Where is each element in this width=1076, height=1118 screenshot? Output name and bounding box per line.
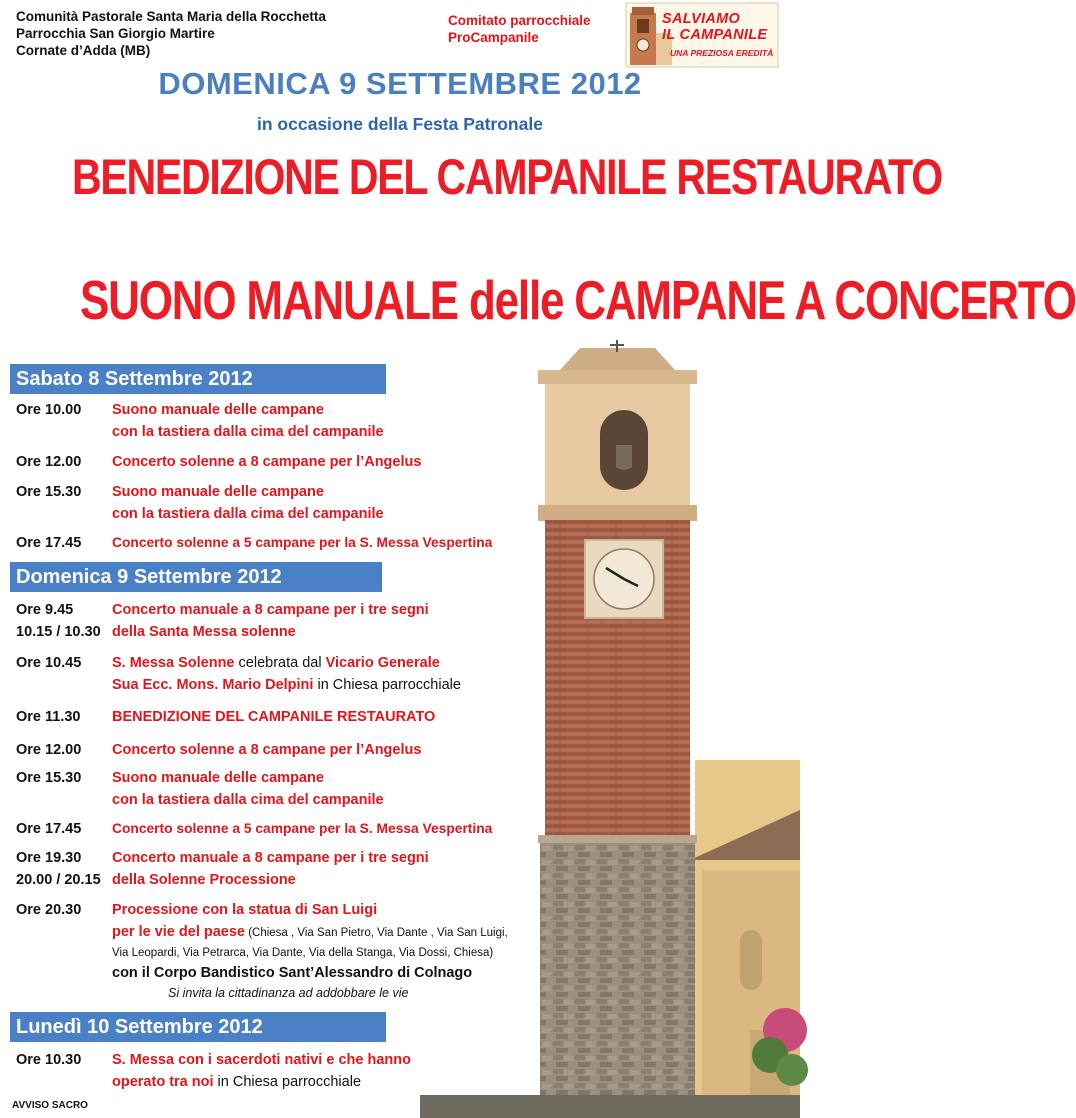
event-line: Suono manuale delle campane [112, 770, 324, 786]
committee-line-1: Comitato parrocchiale [448, 13, 591, 28]
headline-bells-concert: SUONO MANUALE delle CAMPANE A CONCERTO [80, 269, 1076, 331]
event-line: Concerto solenne a 8 campane per l’Angelus [112, 454, 422, 470]
committee-block [448, 12, 591, 46]
event-line: Processione con la statua di San Luigi [112, 902, 378, 918]
event-line [112, 921, 508, 944]
event-time [16, 599, 101, 643]
invite-note: Si invita la cittadinanza ad addobbare le vie [168, 986, 409, 1000]
event-line: Concerto solenne a 5 campane per la S. Messa Vespertina [112, 821, 493, 836]
day-header-saturday: Sabato 8 Settembre 2012 [10, 364, 386, 394]
logo-title-line-1: SALVIAMO [662, 11, 741, 27]
org-line-2: Parrocchia San Giorgio Martire [16, 26, 215, 41]
event-description [112, 899, 508, 984]
event-line: Suono manuale delle campane [112, 402, 324, 418]
event-line: con la tastiera dalla cima del campanile [112, 792, 384, 808]
event-line: Concerto manuale a 8 campane per i tre segni [112, 850, 429, 866]
event-line [112, 674, 461, 696]
event-description [112, 739, 421, 761]
event-time: Ore 17.45 [16, 821, 82, 837]
event-line: Concerto solenne a 8 campane per l’Angelus [112, 742, 422, 758]
event-time: Ore 15.30 [16, 770, 82, 786]
event-line: della Santa Messa solenne [112, 624, 296, 640]
event-line: S. Messa con i sacerdoti nativi e che hanno [112, 1052, 411, 1068]
footer-notice: AVVISO SACRO [12, 1100, 88, 1111]
event-time: Ore 17.45 [16, 535, 82, 551]
event-description [112, 818, 492, 840]
celebrated-by: celebrata dal [234, 655, 326, 671]
event-time-line: Ore 9.45 [16, 602, 74, 618]
event-time: Ore 20.30 [16, 902, 82, 918]
event-time: Ore 12.00 [16, 742, 82, 758]
event-time: Ore 10.30 [16, 1052, 82, 1068]
event-line [112, 652, 461, 674]
event-description [112, 767, 384, 811]
event-description [112, 652, 461, 696]
event-line: Concerto manuale a 8 campane per i tre segni [112, 602, 429, 618]
date-heading: DOMENICA 9 SETTEMBRE 2012 [158, 66, 642, 101]
celebrant-name: Sua Ecc. Mons. Mario Delpini [112, 677, 314, 693]
org-line-1: Comunità Pastorale Santa Maria della Rocchetta [16, 9, 326, 24]
event-line [112, 1071, 411, 1093]
event-time: Ore 11.30 [16, 709, 81, 725]
headline-blessing: BENEDIZIONE DEL CAMPANILE RESTAURATO [72, 149, 942, 205]
event-time-line: 20.00 / 20.15 [16, 872, 101, 888]
route-intro: per le vie del paese [112, 924, 245, 940]
mass-title: S. Messa Solenne [112, 655, 235, 671]
event-line: Suono manuale delle campane [112, 484, 324, 500]
committee-line-2: ProCampanile [448, 30, 539, 45]
event-line: con la tastiera dalla cima del campanile [112, 424, 384, 440]
occasion-subtitle: in occasione della Festa Patronale [257, 114, 543, 134]
event-description [112, 847, 429, 891]
route-streets: (Chiesa , Via San Pietro, Via Dante , Via San Luigi, [245, 927, 508, 939]
event-time: Ore 10.00 [16, 402, 82, 418]
logo-title-line-2: IL CAMPANILE [662, 27, 768, 43]
event-line-part: operato tra noi [112, 1074, 214, 1090]
event-description [112, 1049, 411, 1093]
event-description [112, 481, 384, 525]
event-description [112, 599, 429, 643]
event-line: della Solenne Processione [112, 872, 296, 888]
event-time: Ore 12.00 [16, 454, 82, 470]
event-time-line: 10.15 / 10.30 [16, 624, 101, 640]
event-description [112, 532, 492, 554]
organization-block [16, 8, 326, 59]
org-line-3: Cornate d’Adda (MB) [16, 43, 151, 58]
event-line: con la tastiera dalla cima del campanile [112, 506, 384, 522]
location: in Chiesa parrocchiale [213, 1074, 362, 1090]
event-time-line: Ore 19.30 [16, 850, 82, 866]
vicar-title: Vicario Generale [325, 655, 440, 671]
day-header-monday: Lunedì 10 Settembre 2012 [10, 1012, 386, 1042]
event-time [16, 847, 101, 891]
day-header-sunday: Domenica 9 Settembre 2012 [10, 562, 382, 592]
event-line: Via Leopardi, Via Petrarca, Via Dante, Via della Stanga, Via Dossi, Chiesa) [112, 947, 494, 959]
event-time: Ore 10.45 [16, 655, 82, 671]
event-description [112, 706, 435, 728]
event-description [112, 399, 384, 443]
event-time: Ore 15.30 [16, 484, 82, 500]
logo-subtitle: UNA PREZIOSA EREDITÀ [670, 48, 774, 58]
bell-tower-illustration [420, 340, 800, 1118]
event-description [112, 451, 421, 473]
event-line: Concerto solenne a 5 campane per la S. Messa Vespertina [112, 535, 493, 550]
event-line: con il Corpo Bandistico Sant’Alessandro di Colnago [112, 965, 473, 981]
location: in Chiesa parrocchiale [313, 677, 461, 693]
campaign-logo [626, 3, 778, 67]
event-line: BENEDIZIONE DEL CAMPANILE RESTAURATO [112, 709, 436, 725]
